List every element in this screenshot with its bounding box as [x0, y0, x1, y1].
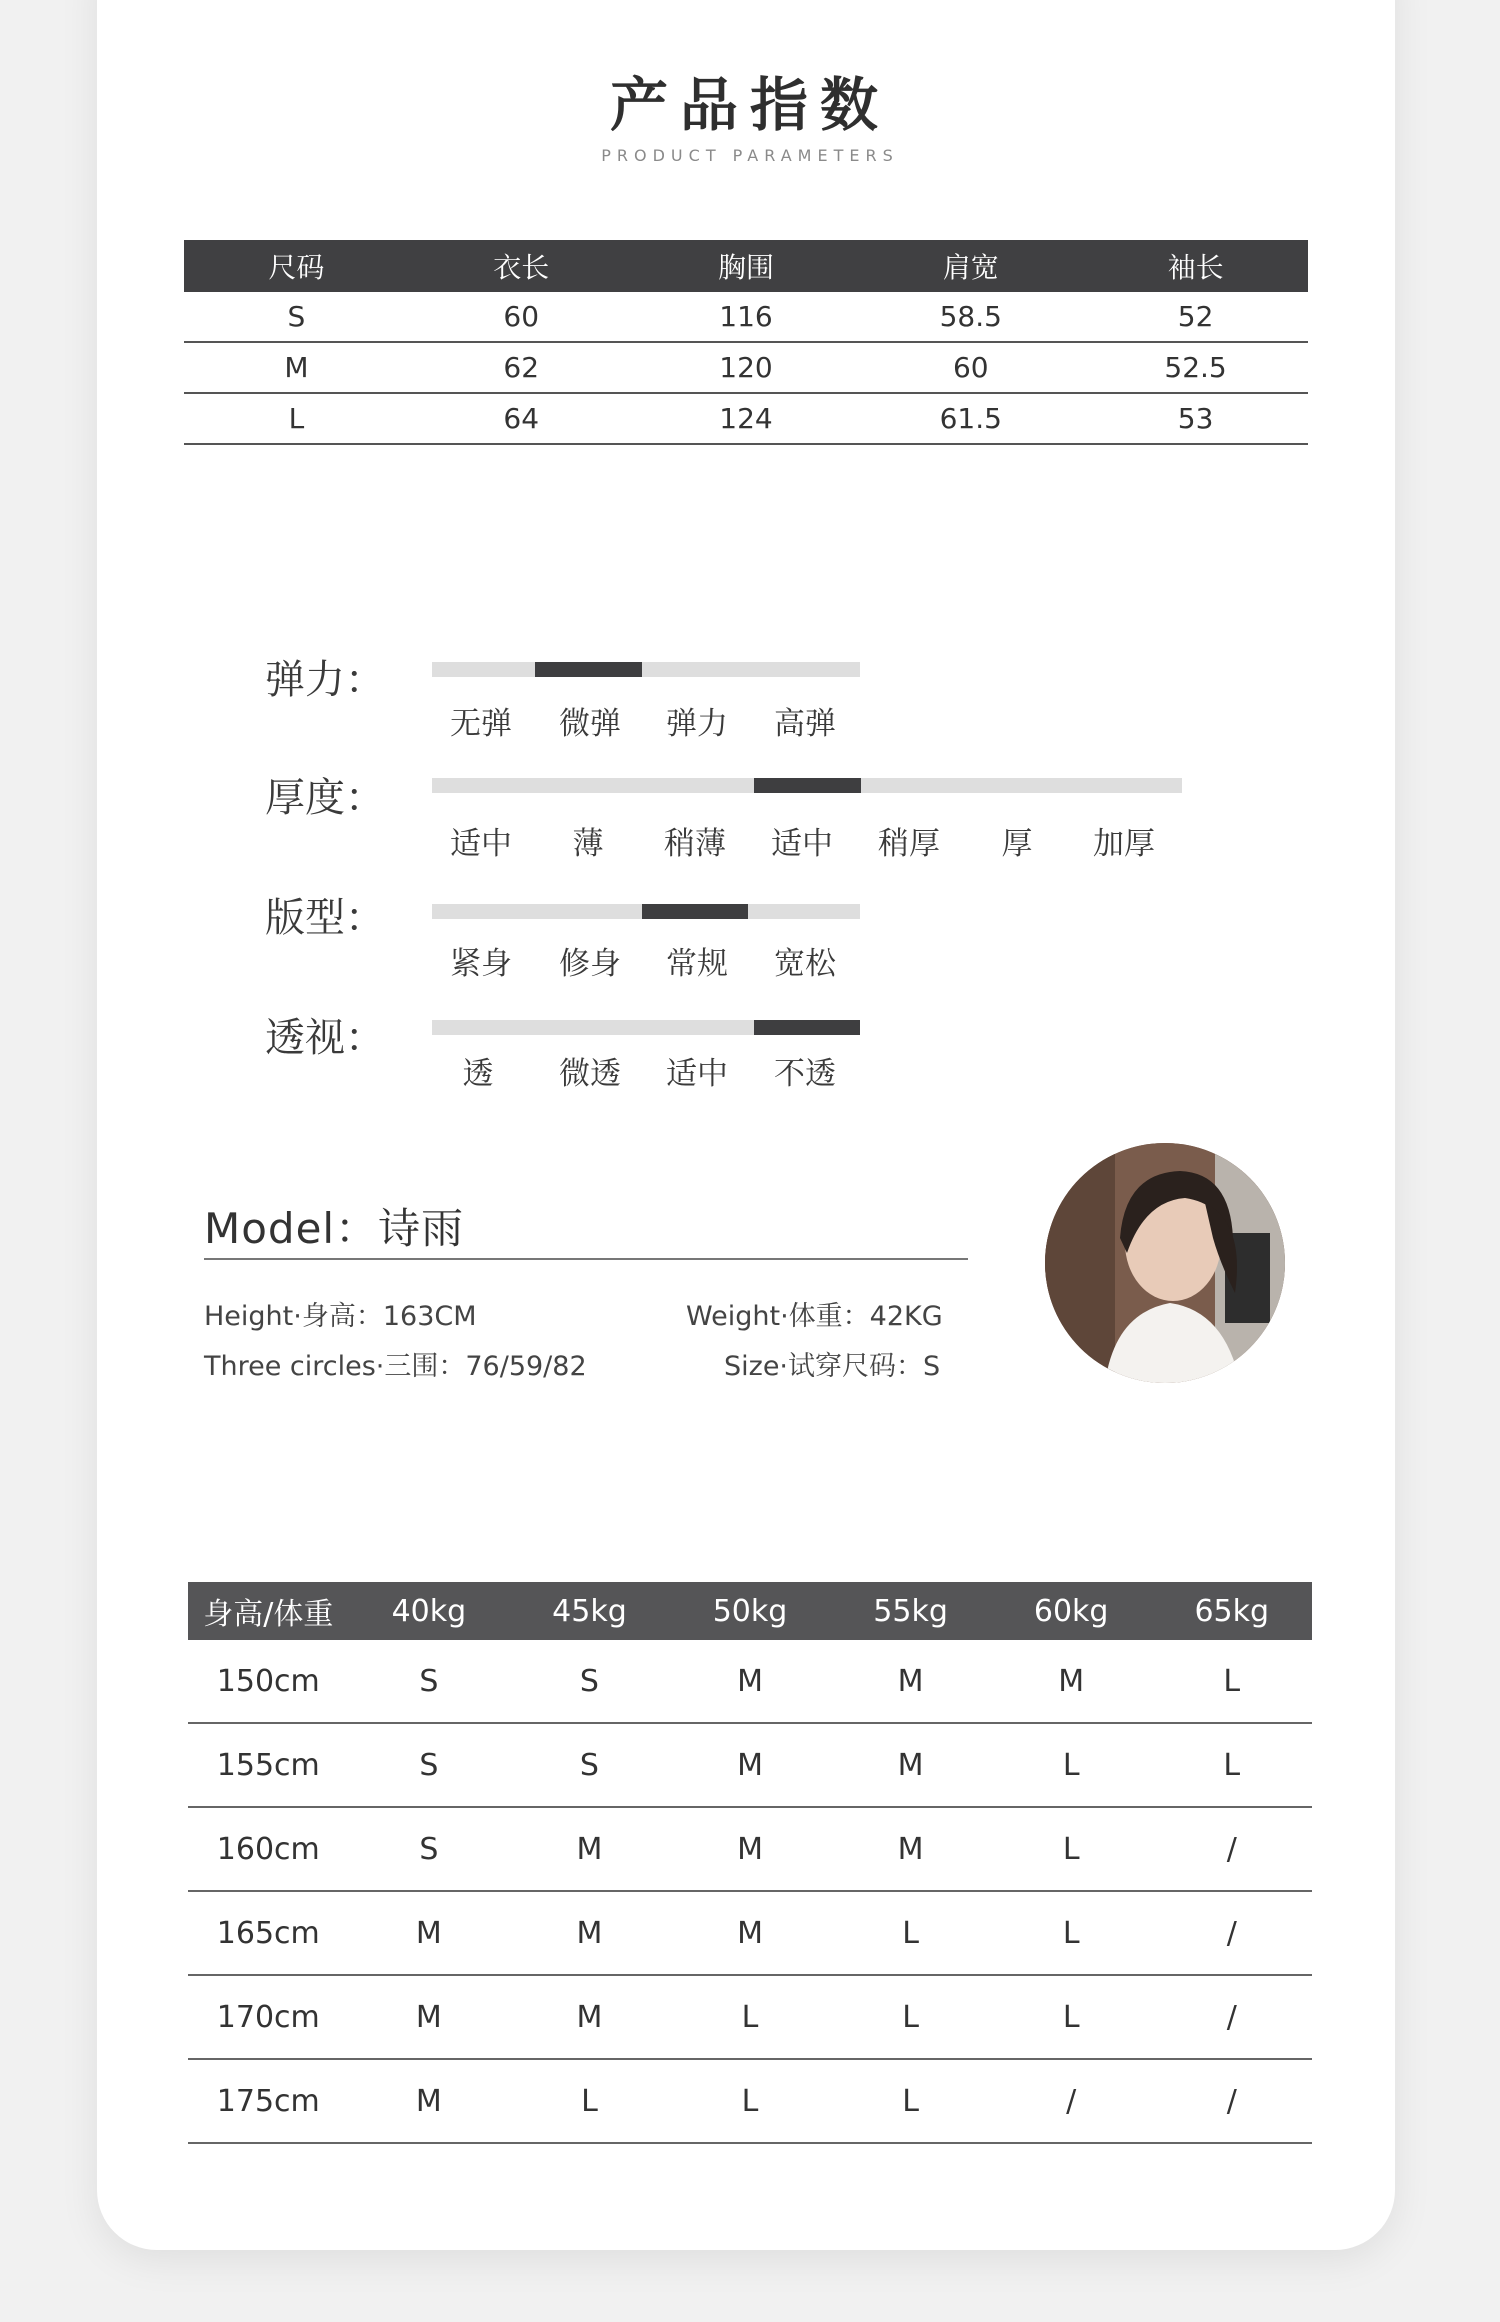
- elasticity-label: 弹力：: [265, 657, 385, 703]
- table-row: [188, 2060, 1312, 2144]
- table-cell: M: [576, 1999, 603, 2035]
- model-measurements: Three circles·三围：76/59/82: [204, 1351, 587, 1382]
- table-cell: 155cm: [216, 1747, 320, 1783]
- elasticity-option: 弹力: [666, 706, 728, 742]
- table-cell: /: [1226, 1999, 1237, 2035]
- fit-option: 修身: [559, 946, 621, 982]
- table-cell: S: [419, 1663, 439, 1699]
- size-header-cell: 衣长: [493, 251, 550, 284]
- table-cell: M: [415, 1999, 442, 2035]
- table-cell: 52: [1177, 300, 1214, 333]
- model-photo-icon: [1045, 1143, 1285, 1383]
- rec-table-header: [188, 1582, 1312, 1640]
- table-cell: L: [902, 1999, 919, 2035]
- fit-bar: [432, 904, 860, 919]
- thickness-indicator: [754, 778, 861, 793]
- table-cell: M: [737, 1831, 763, 1867]
- table-cell: L: [741, 1999, 759, 2035]
- elasticity-option: 微弹: [559, 706, 621, 742]
- table-cell: 170cm: [216, 1999, 320, 2035]
- table-cell: M: [1058, 1663, 1085, 1699]
- table-cell: /: [1226, 2083, 1237, 2119]
- size-header-cell: 尺码: [268, 251, 325, 284]
- size-header-cell: 袖长: [1167, 251, 1224, 284]
- size-header-cell: 胸围: [717, 251, 774, 284]
- table-cell: M: [415, 2083, 442, 2119]
- table-cell: 116: [719, 300, 773, 333]
- fit-label: 版型：: [265, 895, 385, 941]
- table-cell: M: [576, 1831, 603, 1867]
- table-cell: M: [897, 1663, 924, 1699]
- sheerness-option: 适中: [666, 1056, 728, 1092]
- rec-header-cell: 65kg: [1194, 1593, 1270, 1629]
- table-cell: S: [419, 1747, 439, 1783]
- table-cell: L: [1223, 1747, 1241, 1783]
- table-cell: 150cm: [216, 1663, 320, 1699]
- model-weight: Weight·体重：42KG: [686, 1301, 943, 1332]
- thickness-option: 适中: [450, 826, 512, 862]
- model-avatar: [1045, 1143, 1285, 1383]
- table-cell: L: [1062, 1999, 1080, 2035]
- table-cell: /: [1226, 1915, 1237, 1951]
- rec-header-cell: 55kg: [873, 1593, 948, 1629]
- table-cell: M: [737, 1747, 763, 1783]
- table-cell: L: [902, 1915, 919, 1951]
- model-size: Size·试穿尺码：S: [724, 1351, 941, 1382]
- size-header-cell: 肩宽: [942, 251, 999, 284]
- sheerness-bar: [432, 1020, 860, 1035]
- table-cell: L: [288, 402, 305, 435]
- table-cell: 58.5: [939, 300, 1002, 333]
- thickness-option: 稍薄: [664, 826, 726, 862]
- table-row: [188, 1640, 1312, 1724]
- table-cell: M: [737, 1663, 763, 1699]
- thickness-label: 厚度：: [265, 775, 385, 821]
- table-row: [188, 1892, 1312, 1976]
- rec-header-cell: 45kg: [552, 1593, 627, 1629]
- table-cell: 60: [503, 300, 540, 333]
- elasticity-option: 高弹: [774, 706, 836, 742]
- table-cell: L: [1062, 1915, 1080, 1951]
- elasticity-bar: [432, 662, 860, 677]
- elasticity-option: 无弹: [450, 706, 512, 742]
- thickness-bar: [432, 778, 1182, 793]
- table-row: [184, 343, 1308, 394]
- fit-option: 宽松: [774, 946, 836, 982]
- table-cell: M: [737, 1915, 763, 1951]
- rec-header-cell: 50kg: [712, 1593, 788, 1629]
- table-row: [184, 394, 1308, 445]
- thickness-option: 厚: [1001, 826, 1033, 862]
- table-cell: L: [1062, 1831, 1080, 1867]
- size-table: [184, 240, 1308, 445]
- fit-option: 紧身: [450, 946, 512, 982]
- table-row: [188, 1808, 1312, 1892]
- table-cell: M: [284, 351, 309, 384]
- table-cell: 53: [1177, 402, 1214, 435]
- table-cell: M: [897, 1831, 924, 1867]
- thickness-option: 稍厚: [878, 826, 940, 862]
- thickness-option: 适中: [771, 826, 833, 862]
- table-cell: 160cm: [216, 1831, 320, 1867]
- table-cell: L: [581, 2083, 598, 2119]
- fit-option: 常规: [666, 946, 728, 982]
- table-cell: 64: [503, 402, 540, 435]
- table-cell: S: [579, 1663, 599, 1699]
- table-cell: S: [419, 1831, 439, 1867]
- table-cell: 175cm: [216, 2083, 320, 2119]
- table-cell: 120: [719, 351, 773, 384]
- table-cell: S: [287, 300, 306, 333]
- table-row: [188, 1724, 1312, 1808]
- table-cell: 165cm: [216, 1915, 320, 1951]
- size-table-header: [184, 240, 1308, 292]
- sheerness-option: 不透: [774, 1056, 836, 1092]
- model-name: Model：诗雨: [204, 1204, 465, 1253]
- table-cell: 61.5: [939, 402, 1002, 435]
- page-title: 产品指数: [609, 71, 890, 139]
- table-cell: M: [897, 1747, 924, 1783]
- table-row: [184, 292, 1308, 343]
- rec-header-cell: 40kg: [391, 1593, 467, 1629]
- table-row: [188, 1976, 1312, 2060]
- sheerness-label: 透视：: [265, 1015, 385, 1061]
- table-cell: 124: [719, 402, 773, 435]
- page-subtitle: PRODUCT PARAMETERS: [601, 146, 899, 165]
- sheerness-option: 微透: [559, 1056, 621, 1092]
- table-cell: L: [1223, 1663, 1241, 1699]
- model-height: Height·身高：163CM: [204, 1301, 477, 1332]
- table-cell: /: [1226, 1831, 1237, 1867]
- elasticity-indicator: [535, 662, 642, 677]
- table-cell: S: [579, 1747, 599, 1783]
- table-cell: M: [576, 1915, 603, 1951]
- rec-header-cell: 60kg: [1033, 1593, 1109, 1629]
- table-cell: L: [1062, 1747, 1080, 1783]
- sheerness-indicator: [754, 1020, 860, 1035]
- thickness-option: 薄: [572, 826, 604, 862]
- divider: [204, 1258, 968, 1260]
- sheerness-option: 透: [462, 1056, 494, 1092]
- table-cell: L: [902, 2083, 919, 2119]
- size-recommendation-table: [188, 1582, 1312, 2144]
- table-cell: 60: [952, 351, 989, 384]
- table-cell: 62: [503, 351, 540, 384]
- table-cell: /: [1066, 2083, 1077, 2119]
- table-cell: 52.5: [1164, 351, 1227, 384]
- table-cell: M: [415, 1915, 442, 1951]
- thickness-option: 加厚: [1093, 826, 1155, 862]
- fit-indicator: [642, 904, 748, 919]
- table-cell: L: [741, 2083, 759, 2119]
- rec-header-cell: 身高/体重: [203, 1597, 334, 1632]
